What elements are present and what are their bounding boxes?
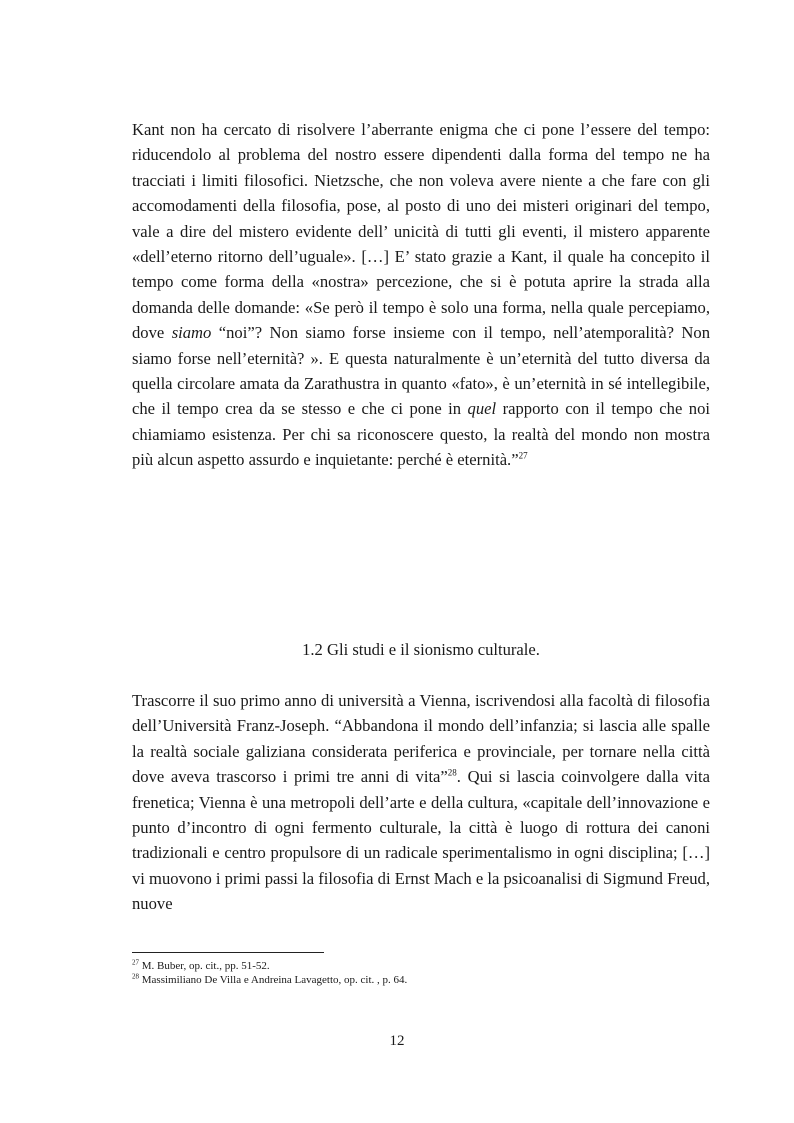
body-paragraph [132,688,710,917]
footnotes [132,959,710,987]
paragraph-text: . Qui si lascia coinvolgere dalla vita frenetica; Vienna è una metropoli dell’arte e della cultura, «capitale dell’innovazione e punto d’incontro di ogni fermento culturale, la città è luogo di rottura dei canoni tradizionali e centro propulsore di un radicale sperimentalismo in ogni disciplina; […] vi muovono i primi passi la filosofia di Ernst Mach e la psicoanalisi di Sigmund Freud, nuove [132,767,710,914]
paragraph-text: rapporto con il tempo che noi chiamiamo esistenza. Per chi sa riconoscere questo, la realtà del mondo non mostra più alcun aspetto assurdo e inquietante: perché è eternità.” [132,399,710,470]
emphasized-word: siamo [171,323,212,343]
paragraph-text: Trascorre il suo primo anno di università a Vienna, iscrivendosi alla facoltà di filosofia dell’Università Franz-Joseph. “Abbandona il mondo dell’infanzia; si lascia alle spalle la realtà sociale galiziana considerata periferica e provinciale, per tornare nella città dove aveva trascorso i primi tre anni di vita” [132,691,710,787]
page-number: 12 [389,1033,405,1049]
emphasized-word: quel [467,399,497,419]
footnote-reference: 27 [518,450,528,461]
section-heading: 1.2 Gli studi e il sionismo culturale. [302,640,540,659]
paragraph-text: “noi”? Non siamo forse insieme con il tempo, nell’atemporalità? Non siamo forse nell’eternità? ». E questa naturalmente è un’eternità del tutto diversa da quella circolare amata da Zarathustra in quanto «fato», è un’eternità in sé intellegibile, che il tempo crea da se stesso e che ci pone in [132,323,710,419]
footnote-reference: 28 [447,767,457,778]
footnote-number: 27 [132,958,139,967]
footnote-text: M. Buber, op. cit., pp. 51-52. [139,960,270,972]
paragraph-text: Kant non ha cercato di risolvere l’aberrante enigma che ci pone l’essere del tempo: riducendolo al problema del nostro essere dipendenti dalla forma del tempo ne ha tracciati i limiti filosofici. Nietzsche, che non voleva avere niente a che fare con gli accomodamenti della filosofia, pose, al posto di uno dei misteri originari del tempo, vale a dire del mistero evidente dell’ unicità di tutti gli eventi, il mistero apparente «dell’eterno ritorno dell’uguale». […] E’ stato grazie a Kant, il quale ha concepito il tempo come forma della «nostra» percezione, che si è potuta aprire la strada alla domanda delle domande: «Se però il tempo è solo una forma, nella quale percepiamo, dove [132,120,710,343]
footnote-divider [132,952,324,953]
footnote-number: 28 [132,972,139,981]
footnote [132,973,710,987]
footnote-text: Massimiliano De Villa e Andreina Lavagetto, op. cit. , p. 64. [139,974,408,986]
quotation-paragraph [132,117,710,473]
footnote [132,959,710,973]
